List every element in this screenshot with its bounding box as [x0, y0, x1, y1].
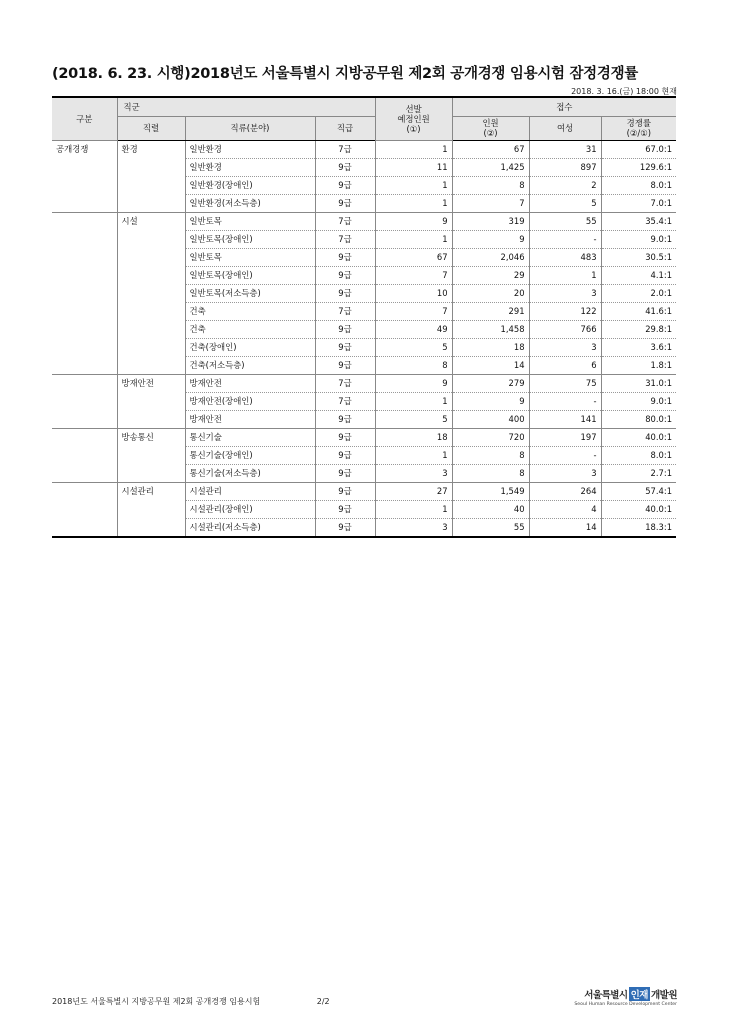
footer-page-number: 2/2 — [316, 997, 330, 1006]
row-applicants: 67 — [452, 140, 529, 158]
row-applicants: 9 — [452, 392, 529, 410]
row-jikryeol — [117, 518, 185, 537]
row-grade: 9급 — [315, 410, 375, 428]
row-ratio: 29.8:1 — [601, 320, 676, 338]
row-planned: 18 — [375, 428, 452, 446]
row-applicants: 8 — [452, 464, 529, 482]
table-row — [52, 482, 676, 500]
row-female: 197 — [529, 428, 601, 446]
row-applicants: 14 — [452, 356, 529, 374]
row-planned: 3 — [375, 464, 452, 482]
table-row — [52, 446, 676, 464]
row-planned: 27 — [375, 482, 452, 500]
row-jikryu: 통신기술(저소득층) — [185, 464, 315, 482]
row-ratio: 18.3:1 — [601, 518, 676, 537]
row-grade: 9급 — [315, 176, 375, 194]
row-grade: 9급 — [315, 482, 375, 500]
row-female: 75 — [529, 374, 601, 392]
row-female: - — [529, 446, 601, 464]
row-applicants: 720 — [452, 428, 529, 446]
competition-rate-table — [52, 96, 676, 538]
row-female: 4 — [529, 500, 601, 518]
row-applicants: 9 — [452, 230, 529, 248]
row-female: 2 — [529, 176, 601, 194]
row-ratio: 31.0:1 — [601, 374, 676, 392]
org-logo — [574, 987, 677, 1007]
header-ratio-line2: (②/①) — [626, 128, 651, 138]
row-ratio: 129.6:1 — [601, 158, 676, 176]
row-ratio: 3.6:1 — [601, 338, 676, 356]
table-row — [52, 176, 676, 194]
row-ratio: 41.6:1 — [601, 302, 676, 320]
row-applicants: 2,046 — [452, 248, 529, 266]
row-ratio: 67.0:1 — [601, 140, 676, 158]
row-gubun — [52, 176, 117, 194]
row-jikryeol: 시설 — [117, 212, 185, 230]
row-female: - — [529, 230, 601, 248]
row-jikryu: 방재안전(장애인) — [185, 392, 315, 410]
table-row — [52, 284, 676, 302]
row-planned: 1 — [375, 230, 452, 248]
row-gubun — [52, 446, 117, 464]
row-jikryeol — [117, 410, 185, 428]
header-planned-line2: 예정인원 — [397, 113, 430, 124]
row-female: 483 — [529, 248, 601, 266]
row-ratio: 40.0:1 — [601, 428, 676, 446]
row-jikryeol: 시설관리 — [117, 482, 185, 500]
row-jikryeol — [117, 338, 185, 356]
row-grade: 7급 — [315, 392, 375, 410]
row-jikryeol — [117, 176, 185, 194]
row-jikryu: 건축 — [185, 302, 315, 320]
table-row — [52, 194, 676, 212]
row-planned: 8 — [375, 356, 452, 374]
row-planned: 5 — [375, 410, 452, 428]
row-jikryeol — [117, 320, 185, 338]
row-applicants: 1,549 — [452, 482, 529, 500]
logo-text-part1: 서울특별시 — [584, 990, 628, 1001]
table-row — [52, 212, 676, 230]
row-jikryu: 방재안전 — [185, 410, 315, 428]
row-ratio: 40.0:1 — [601, 500, 676, 518]
row-grade: 7급 — [315, 140, 375, 158]
header-planned-line1: 선발 — [405, 103, 422, 114]
row-gubun — [52, 500, 117, 518]
row-gubun — [52, 410, 117, 428]
row-gubun — [52, 374, 117, 392]
row-ratio: 30.5:1 — [601, 248, 676, 266]
header-applicants-line2: (②) — [483, 128, 498, 138]
row-gubun — [52, 230, 117, 248]
row-jikryu: 일반토목(장애인) — [185, 266, 315, 284]
row-ratio: 9.0:1 — [601, 392, 676, 410]
row-gubun — [52, 158, 117, 176]
header-applicants — [452, 116, 529, 140]
row-planned: 1 — [375, 392, 452, 410]
row-applicants: 291 — [452, 302, 529, 320]
row-applicants: 29 — [452, 266, 529, 284]
row-jikryu: 일반토목 — [185, 248, 315, 266]
row-jikryeol — [117, 446, 185, 464]
footer-doc-name: 2018년도 서울특별시 지방공무원 제2회 공개경쟁 임용시험 — [52, 997, 261, 1006]
row-jikryu: 일반환경 — [185, 140, 315, 158]
row-planned: 9 — [375, 212, 452, 230]
row-jikryu: 일반환경(장애인) — [185, 176, 315, 194]
row-female: - — [529, 392, 601, 410]
row-ratio: 2.7:1 — [601, 464, 676, 482]
row-female: 6 — [529, 356, 601, 374]
row-grade: 9급 — [315, 248, 375, 266]
row-jikryeol — [117, 230, 185, 248]
row-jikryeol — [117, 464, 185, 482]
row-planned: 7 — [375, 266, 452, 284]
row-grade: 9급 — [315, 266, 375, 284]
logo-text-part2: 개발원 — [650, 990, 677, 1001]
row-ratio: 9.0:1 — [601, 230, 676, 248]
row-planned: 67 — [375, 248, 452, 266]
row-grade: 9급 — [315, 320, 375, 338]
row-gubun — [52, 338, 117, 356]
row-jikryu: 건축(장애인) — [185, 338, 315, 356]
row-jikryu: 건축 — [185, 320, 315, 338]
row-jikryeol — [117, 302, 185, 320]
header-planned-line3: (①) — [406, 123, 421, 134]
logo-boxed-text: 인재 — [629, 987, 650, 1001]
row-planned: 1 — [375, 140, 452, 158]
row-ratio: 35.4:1 — [601, 212, 676, 230]
row-applicants: 1,458 — [452, 320, 529, 338]
row-gubun — [52, 302, 117, 320]
row-jikryu: 일반환경 — [185, 158, 315, 176]
row-jikryeol — [117, 248, 185, 266]
row-grade: 9급 — [315, 428, 375, 446]
row-grade: 7급 — [315, 230, 375, 248]
row-female: 14 — [529, 518, 601, 537]
row-gubun: 공개경쟁 — [52, 140, 117, 158]
footer — [52, 996, 330, 1007]
table-row — [52, 374, 676, 392]
row-jikryeol — [117, 194, 185, 212]
row-gubun — [52, 194, 117, 212]
table-row — [52, 392, 676, 410]
table-row — [52, 428, 676, 446]
row-gubun — [52, 518, 117, 537]
table-row — [52, 302, 676, 320]
row-planned: 11 — [375, 158, 452, 176]
row-gubun — [52, 482, 117, 500]
table-row — [52, 464, 676, 482]
row-applicants: 18 — [452, 338, 529, 356]
table-body — [52, 140, 676, 537]
row-planned: 1 — [375, 500, 452, 518]
table-row — [52, 500, 676, 518]
row-grade: 9급 — [315, 464, 375, 482]
row-planned: 9 — [375, 374, 452, 392]
row-applicants: 55 — [452, 518, 529, 537]
row-female: 141 — [529, 410, 601, 428]
row-planned: 1 — [375, 446, 452, 464]
row-female: 766 — [529, 320, 601, 338]
row-applicants: 8 — [452, 176, 529, 194]
table-row — [52, 230, 676, 248]
row-jikryu: 통신기술 — [185, 428, 315, 446]
row-ratio: 2.0:1 — [601, 284, 676, 302]
table-row — [52, 338, 676, 356]
row-planned: 1 — [375, 194, 452, 212]
row-gubun — [52, 284, 117, 302]
row-planned: 49 — [375, 320, 452, 338]
row-jikryu: 건축(저소득층) — [185, 356, 315, 374]
row-jikryu: 일반토목(저소득층) — [185, 284, 315, 302]
row-planned: 1 — [375, 176, 452, 194]
header-applicants-line1: 인원 — [482, 118, 499, 128]
header-jikryeol: 직렬 — [117, 116, 185, 140]
row-female: 31 — [529, 140, 601, 158]
row-female: 3 — [529, 284, 601, 302]
row-jikryu: 통신기술(장애인) — [185, 446, 315, 464]
row-applicants: 8 — [452, 446, 529, 464]
row-jikryeol: 방재안전 — [117, 374, 185, 392]
row-grade: 9급 — [315, 284, 375, 302]
row-applicants: 279 — [452, 374, 529, 392]
row-jikryu: 시설관리 — [185, 482, 315, 500]
row-gubun — [52, 392, 117, 410]
row-grade: 7급 — [315, 302, 375, 320]
row-gubun — [52, 266, 117, 284]
row-grade: 7급 — [315, 212, 375, 230]
row-applicants: 40 — [452, 500, 529, 518]
row-jikryu: 시설관리(장애인) — [185, 500, 315, 518]
row-ratio: 1.8:1 — [601, 356, 676, 374]
header-gubun: 구분 — [52, 97, 117, 140]
row-jikryu: 일반토목(장애인) — [185, 230, 315, 248]
row-grade: 9급 — [315, 518, 375, 537]
row-applicants: 7 — [452, 194, 529, 212]
row-jikryeol — [117, 158, 185, 176]
row-jikryeol — [117, 392, 185, 410]
row-gubun — [52, 428, 117, 446]
header-female: 여성 — [529, 116, 601, 140]
row-applicants: 1,425 — [452, 158, 529, 176]
row-grade: 9급 — [315, 356, 375, 374]
header-jikgeup: 직급 — [315, 116, 375, 140]
row-gubun — [52, 248, 117, 266]
table-row — [52, 266, 676, 284]
row-jikryeol: 방송통신 — [117, 428, 185, 446]
row-jikryeol — [117, 284, 185, 302]
table-row — [52, 320, 676, 338]
row-grade: 7급 — [315, 374, 375, 392]
row-jikryeol — [117, 266, 185, 284]
row-grade: 9급 — [315, 338, 375, 356]
row-ratio: 7.0:1 — [601, 194, 676, 212]
row-grade: 9급 — [315, 158, 375, 176]
table-row — [52, 140, 676, 158]
row-planned: 3 — [375, 518, 452, 537]
row-ratio: 4.1:1 — [601, 266, 676, 284]
row-female: 122 — [529, 302, 601, 320]
table-row — [52, 410, 676, 428]
header-jeopsu: 접수 — [452, 97, 676, 116]
row-ratio: 57.4:1 — [601, 482, 676, 500]
row-jikryu: 시설관리(저소득층) — [185, 518, 315, 537]
row-gubun — [52, 356, 117, 374]
header-planned — [375, 97, 452, 140]
row-female: 5 — [529, 194, 601, 212]
page-title: (2018. 6. 23. 시행)2018년도 서울특별시 지방공무원 제2회 공개경쟁 임용시험 잠정경쟁률 — [52, 66, 638, 82]
table-row — [52, 248, 676, 266]
row-ratio: 8.0:1 — [601, 446, 676, 464]
row-female: 264 — [529, 482, 601, 500]
row-applicants: 20 — [452, 284, 529, 302]
row-grade: 9급 — [315, 194, 375, 212]
row-female: 3 — [529, 464, 601, 482]
row-applicants: 319 — [452, 212, 529, 230]
table-row — [52, 518, 676, 537]
row-jikryu: 일반환경(저소득층) — [185, 194, 315, 212]
header-jikryu: 직류(분야) — [185, 116, 315, 140]
row-grade: 9급 — [315, 500, 375, 518]
logo-english-name: Seoul Human Resource Development Center — [574, 1002, 677, 1007]
row-jikryu: 일반토목 — [185, 212, 315, 230]
row-ratio: 80.0:1 — [601, 410, 676, 428]
header-ratio-line1: 경쟁률 — [626, 118, 651, 128]
row-female: 55 — [529, 212, 601, 230]
header-ratio — [601, 116, 676, 140]
row-jikryeol — [117, 356, 185, 374]
row-female: 3 — [529, 338, 601, 356]
row-grade: 9급 — [315, 446, 375, 464]
row-ratio: 8.0:1 — [601, 176, 676, 194]
row-gubun — [52, 212, 117, 230]
row-jikryu: 방재안전 — [185, 374, 315, 392]
row-gubun — [52, 320, 117, 338]
table-row — [52, 158, 676, 176]
row-applicants: 400 — [452, 410, 529, 428]
row-gubun — [52, 464, 117, 482]
row-female: 1 — [529, 266, 601, 284]
header-jikgun: 직군 — [117, 97, 375, 116]
row-planned: 5 — [375, 338, 452, 356]
row-planned: 10 — [375, 284, 452, 302]
as-of-date: 2018. 3. 16.(금) 18:00 현재 — [571, 87, 677, 96]
row-jikryeol: 환경 — [117, 140, 185, 158]
row-planned: 7 — [375, 302, 452, 320]
table-row — [52, 356, 676, 374]
row-female: 897 — [529, 158, 601, 176]
row-jikryeol — [117, 500, 185, 518]
